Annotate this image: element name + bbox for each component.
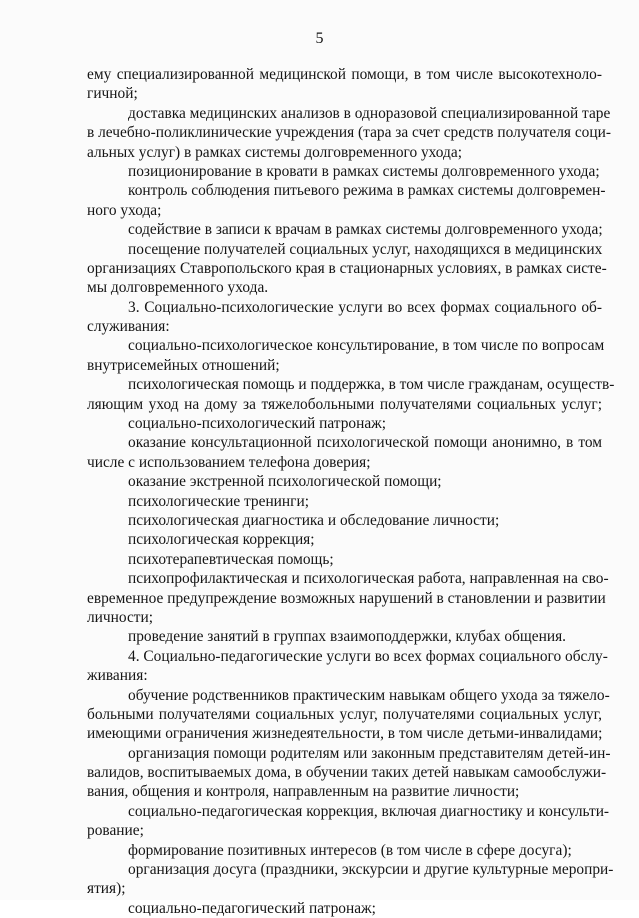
- text-line: позиционирование в кровати в рамках системы долговременного ухода;: [128, 162, 600, 180]
- text-line: вания, общения и контроля, направленным на развитие личности;: [87, 783, 520, 801]
- text-line: оказание консультационной психологической помощи анонимно, в том: [128, 434, 602, 452]
- text-line: ного ухода;: [87, 201, 162, 219]
- text-line: психологическая помощь и поддержка, в том числе гражданам, осуществ-: [128, 376, 615, 394]
- text-line: альных услуг) в рамках системы долговременного ухода;: [87, 143, 462, 161]
- text-line: личности;: [87, 608, 154, 626]
- text-line: организациях Ставропольского края в стационарных условиях, в рамках систе-: [87, 259, 607, 277]
- text-line: в лечебно-поликлинические учреждения (тара за счет средств получателя соци-: [87, 124, 611, 142]
- text-line: проведение занятий в группах взаимоподдержки, клубах общения.: [128, 628, 567, 646]
- text-line: ему специализированной медицинской помощи, в том числе высокотехноло-: [87, 66, 602, 83]
- text-line: обучение родственников практическим навыкам общего ухода за тяжело-: [128, 686, 610, 704]
- text-line: психологические тренинги;: [128, 492, 309, 510]
- text-line: живания:: [87, 667, 148, 685]
- text-line: числе с использованием телефона доверия;: [87, 453, 371, 471]
- text-line: контроль соблюдения питьевого режима в рамках системы долговремен-: [128, 182, 606, 200]
- text-line: содействие в записи к врачам в рамках системы долговременного ухода;: [128, 221, 603, 239]
- text-line: социально-педагогическая коррекция, включая диагностику и консульти-: [128, 802, 610, 820]
- text-line: социально-психологический патронаж;: [128, 415, 387, 433]
- text-line: социально-психологическое консультирование, в том числе по вопросам: [128, 337, 605, 355]
- text-line: ляющим уход на дому за тяжелобольными получателями социальных услуг;: [87, 395, 602, 413]
- text-line: внутрисемейных отношений;: [87, 356, 280, 374]
- text-line: оказание экстренной психологической помощи;: [128, 473, 442, 491]
- text-line: организация помощи родителям или законным представителям детей-ин-: [128, 744, 611, 762]
- text-line: ятия);: [87, 880, 126, 898]
- text-line: служивания:: [87, 318, 170, 336]
- text-line: психотерапевтическая помощь;: [128, 550, 334, 568]
- text-line: психопрофилактическая и психологическая работа, направленная на сво-: [128, 570, 609, 588]
- document-body: [87, 65, 615, 918]
- text-line: психологическая диагностика и обследование личности;: [128, 511, 500, 529]
- text-line: посещение получателей социальных услуг, находящихся в медицинских: [128, 240, 603, 258]
- page-number: 5: [315, 30, 324, 47]
- text-line: психологическая коррекция;: [128, 531, 315, 549]
- text-line: больными получателями социальных услуг, получателями социальных услуг,: [87, 705, 602, 723]
- text-line: 4. Социально-педагогические услуги во всех формах социального обслу-: [128, 647, 608, 665]
- text-line: мы долговременного ухода.: [87, 279, 269, 297]
- text-line: организация досуга (праздники, экскурсии и другие культурные меропри-: [128, 861, 614, 879]
- text-line: формирование позитивных интересов (в том числе в сфере досуга);: [128, 841, 572, 859]
- text-line: социально-педагогический патронаж;: [128, 899, 376, 917]
- text-line: рование;: [87, 822, 144, 840]
- text-line: имеющими ограничения жизнедеятельности, в том числе детьми-инвалидами;: [87, 725, 603, 743]
- text-line: валидов, воспитываемых дома, в обучении таких детей навыкам самообслужи-: [87, 764, 607, 782]
- text-line: гичной;: [87, 85, 138, 103]
- text-line: евременное предупреждение возможных нарушений в становлении и развитии: [87, 589, 606, 607]
- text-line: доставка медицинских анализов в одноразовой специализированной таре: [128, 104, 611, 122]
- text-line: 3. Социально-психологические услуги во всех формах социального об-: [128, 298, 602, 316]
